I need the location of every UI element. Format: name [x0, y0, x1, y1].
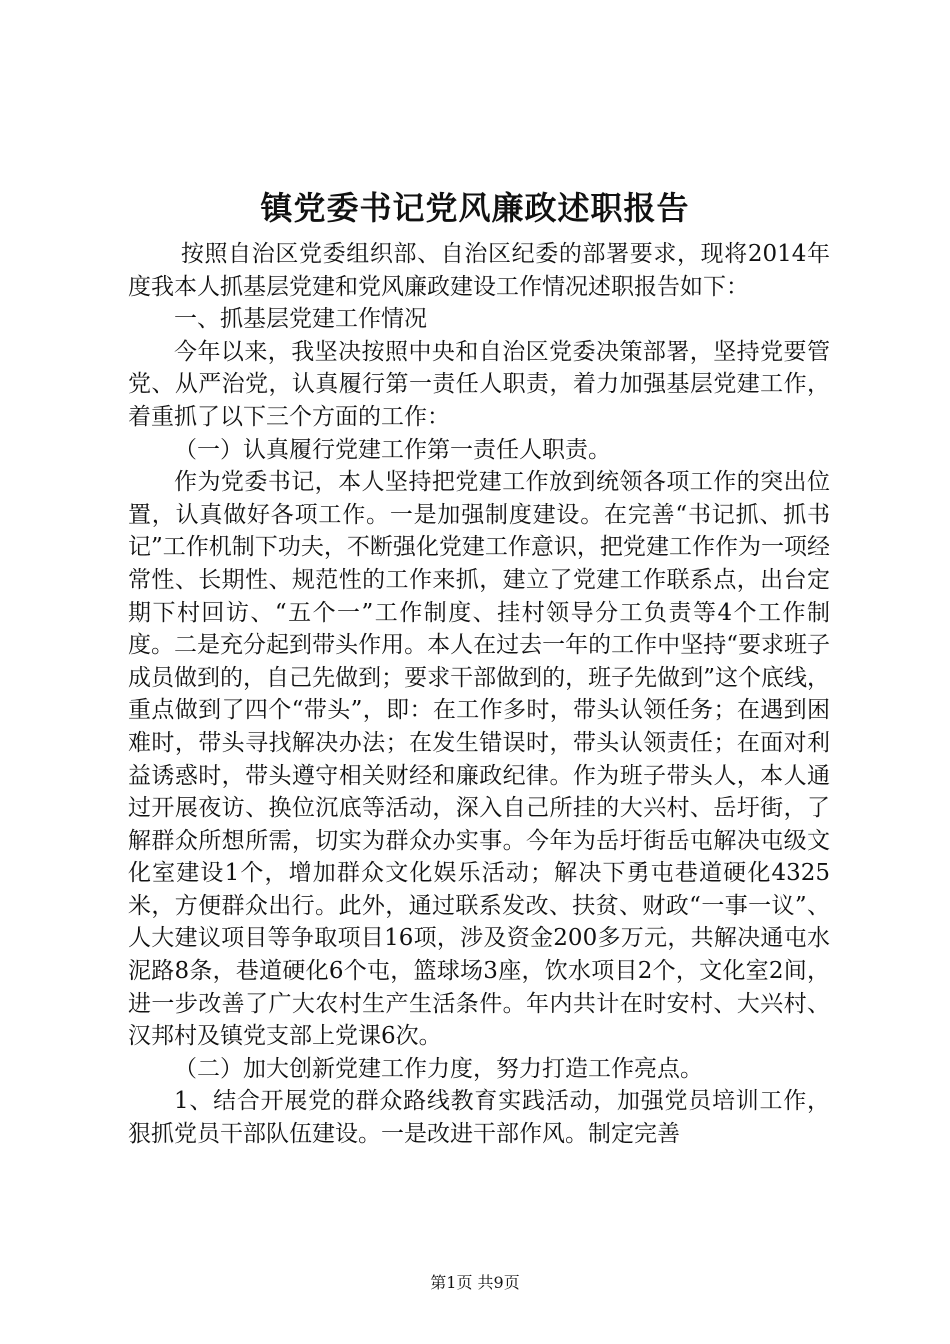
- section-heading-1: 一、抓基层党建工作情况: [174, 306, 427, 333]
- paragraph-section-1-intro: 今年以来，我坚决按照中央和自治区党委决策部署，坚持党要管党、从严治党，认真履行第一责任人职责，着力加强基层党建工作，着重抓了以下三个方面的工作：: [128, 338, 830, 430]
- paragraph-subsection-1: 作为党委书记，本人坚持把党建工作放到统领各项工作的突出位置，认真做好各项工作。一是加强制度建设。在完善“书记抓、抓书记”工作机制下功夫，不断强化党建工作意识，把党建工作作为一项经常性、长期性、规范性的工作来抓，建立了党建工作联系点，出台定期下村回访、“五个一”工作制度、挂村领导分工负责等4个工作制度。二是充分起到带头作用。本人在过去一年的工作中坚持“要求班子成员做到的，自己先做到；要求干部做到的，班子先做到”这个底线，重点做到了四个“带头”，即：在工作多时，带头认领任务；在遇到困难时，带头寻找解决办法；在发生错误时，带头认领责任；在面对利益诱惑时，带头遵守相关财经和廉政纪律。作为班子带头人，本人通过开展夜访、换位沉底等活动，深入自己所挂的大兴村、岳圩街，了解群众所想所需，切实为群众办实事。今年为岳圩街岳屯解决屯级文化室建设1个，增加群众文化娱乐活动；解决下勇屯巷道硬化4325米，方便群众出行。此外，通过联系发改、扶贫、财政“一事一议”、人大建议项目等争取项目16项，涉及资金200多万元，共解决通屯水泥路8条，巷道硬化6个屯，篮球场3座，饮水项目2个，文化室2间，进一步改善了广大农村生产生活条件。年内共计在时安村、大兴村、汉邦村及镇党支部上党课6次。: [128, 469, 830, 1050]
- subsection-heading-1: （一）认真履行党建工作第一责任人职责。: [174, 436, 611, 463]
- paragraph-subsection-2-item-1: 1、结合开展党的群众路线教育实践活动，加强党员培训工作，狠抓党员干部队伍建设。一是改进干部作风。制定完善: [128, 1088, 830, 1148]
- document-body: [128, 238, 830, 1151]
- paragraph-intro: 按照自治区党委组织部、自治区纪委的部署要求，现将2014年度我本人抓基层党建和党风廉政建设工作情况述职报告如下：: [128, 241, 830, 300]
- subsection-heading-2: （二）加大创新党建工作力度，努力打造工作亮点。: [174, 1055, 703, 1082]
- document-title: 镇党委书记党风廉政述职报告: [260, 189, 690, 227]
- page-number-footer: 第1页 共9页: [430, 1273, 520, 1292]
